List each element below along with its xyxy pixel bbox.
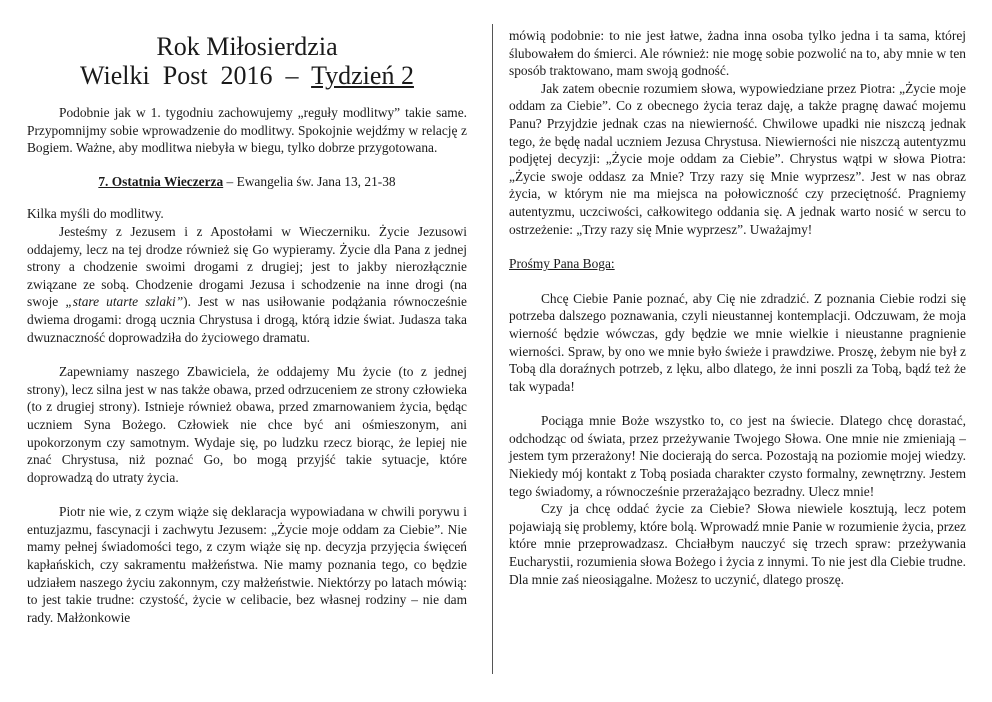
section-reference: – Ewangelia św. Jana 13, 21-38 <box>223 173 396 189</box>
prayer-paragraph-3: Czy ja chcę oddać życie za Ciebie? Słowa niewiele kosztują, lecz potem pojawiają się problemy, które bolą. Wprowadź mnie Panie w rozumienie życia, przez które mnie przeprowadzasz. Chciałbym nauczyć się trzech spraw: przeżywania Eucharystii, rozumienia słowa Bożego i życia z innymi. To nie jest dla Ciebie trudne. Dla mnie zaś nieosiągalne. Możesz to uczynić, dlatego proszę. <box>509 501 966 587</box>
thoughts-label: Kilka myśli do modlitwy. <box>27 206 164 222</box>
paragraph-2: Zapewniamy naszego Zbawiciela, że oddajemy Mu życie (to z jednej strony), lecz silna jest w nas także obawa, przed odrzuceniem ze strony człowieka (to z drugiej strony). Istnieje również obawa, przed zmarnowaniem życia, będąc uczniem Syna Bożego. Człowiek nie chce być ani ośmieszonym, ani upokorzonym czy samotnym. Wydaje się, po ludzku rzecz biorąc, że lepiej nie znać Chrystusa, niż poznać Go, bo mogą przyjść takie sytuacje, które doprowadzą do utraty życia. <box>27 364 467 485</box>
paragraph-1 <box>27 223 467 346</box>
section-title: 7. Ostatnia Wieczerza <box>98 173 224 189</box>
paragraph-1-a: Jesteśmy z Jezusem i z Apostołami w Wieczerniku. Życie Jezusowi oddajemy, lecz na tej drodze również się Go wypieramy. Życie dla Pana z jednej strony a chodzenie swoimi drogami z drugiej; jest to jakby nierozłącznie związane ze sobą. Chodzenie drogami Jezusa i schodzenie na inne drogi (na swoje <box>27 223 467 310</box>
paragraph-3-continued: mówią podobnie: to nie jest łatwe, żadna inna osoba tylko jedna i ta sama, której ślubowałem do śmierci. Ale również: nie mogę sobie pozwolić na to, aby mnie w ten sposób traktowano, mam swoją godność. <box>509 28 966 79</box>
title-line-1: Rok Miłosierdzia <box>156 32 338 61</box>
intro-paragraph: Podobnie jak w 1. tygodniu zachowujemy „reguły modlitwy” takie same. Przypomnijmy sobie wprowadzenie do modlitwy. Spokojnie wejdźmy w relację z Bogiem. Ważne, aby modlitwa niebyła w biegu, tylko dobrze przygotowana. <box>27 105 467 156</box>
paragraph-1-b: ). Jest w nas usiłowanie podążania równocześnie dwiema drogami: drogą ucznia Chrystusa i drogą, którą idzie świat. Judasza taka dwuznaczność doprowadziła do życiowego dramatu. <box>27 294 467 345</box>
prayer-paragraph-1: Chcę Ciebie Panie poznać, aby Cię nie zdradzić. Z poznania Ciebie rodzi się potrzeba dalszego poznawania, czyli nieustannej kontemplacji. Odczuwam, że moja wierność będzie wówczas, gdy będzie we mnie wielkie i nieustanne pragnienie wierności. Spraw, by ono we mnie było świeże i prawdziwe. Proszę, żebym nie był z Tobą dla doraźnych potrzeb, z lęku, albo dlatego, że inni poszli za Tobą, bądź też że tak wypada! <box>509 290 966 394</box>
page-title <box>27 32 467 90</box>
prayer-paragraph-2: Pociąga mnie Boże wszystko to, co jest na świecie. Dlatego chcę dorastać, odchodząc od świata, przez przeżywanie Twojego Słowa. One mnie nie zmieniają – jestem tym przerażony! Nie docierają do serca. Pozostają na poziomie mojej wiedzy. Niekiedy mój kontakt z Tobą posiada charakter czysto formalny, zewnętrzny. Jestem tego świadomy, a równocześnie przerażająco bezradny. Ulecz mnie! <box>509 413 966 499</box>
left-column <box>27 22 467 626</box>
right-column <box>509 27 966 588</box>
section-heading <box>27 173 467 191</box>
paragraph-1-italic: „stare utarte szlaki” <box>65 294 184 310</box>
paragraph-4: Jak zatem obecnie rozumiem słowa, wypowiedziane przez Piotra: „Życie moje oddam za Ciebie”. Co z obecnego życia teraz daję, a także pragnę dawać mojemu Panu? Przyjdzie jednak czas na niewierność. Chwilowe upadki nie niszczą jednak tego, że będę nadal uczniem Jezusa Chrystusa. Niewierności nie niszczą autentyzmu podjętej decyzji: „Życie moje oddam za Ciebie”. Chrystus wątpi w słowa Piotra: „Życie swoje oddasz za Mnie? Trzy razy się Mnie wyprzesz”. Jest w nas obraz życia, w którym nie ma miejsca na połowiczność czy przeciętność. Pragniemy autentyzmu, uczciwości, całkowitego oddania się. A jednak warto nosić w sercu to ostrzeżenie: „Trzy razy się Mnie wyprzesz”. Uważajmy! <box>509 80 966 237</box>
paragraph-3: Piotr nie wie, z czym wiąże się deklaracja wypowiadana w chwili porywu i entuzjazmu, fascynacji i zachwytu Jezusem: „Życie moje oddam za Ciebie”. Nie mamy pełnej świadomości tego, z czym wiąże się np. decyzja przyjęcia święceń kapłańskich, czy sakramentu małżeństwa. Nie mamy poznania tego, co będzie udziałem naszego życiu zakonnym, czy małżeństwie. Niektórzy po latach mówią: to jest takie trudne: czystość, życie w celibacie, bez własnej rodziny – nie dam rady. Małżonkowie <box>27 504 467 625</box>
column-divider <box>492 24 493 674</box>
pray-label: Prośmy Pana Boga: <box>509 256 615 272</box>
title-line-2 <box>27 61 467 90</box>
title-week: Tydzień 2 <box>311 61 414 90</box>
title-line-2-prefix: Wielki Post 2016 – <box>80 61 312 90</box>
